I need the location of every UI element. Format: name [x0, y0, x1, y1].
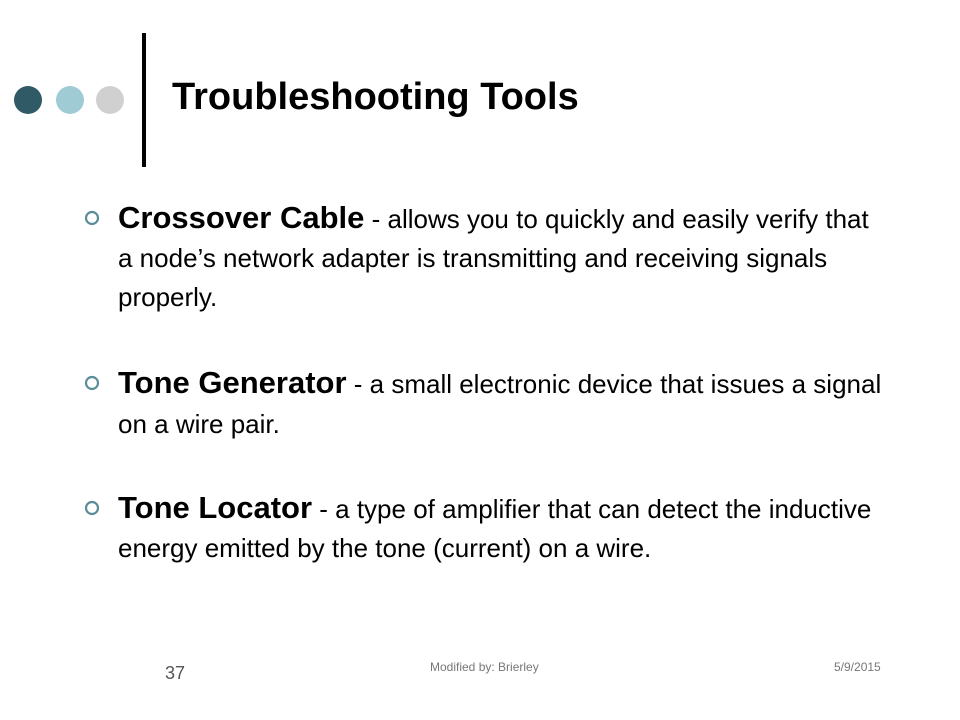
slide-number: 37 — [165, 663, 186, 683]
bullet-item — [84, 363, 884, 444]
bullet-text: - a type of amplifier that can detect the inductive energy emitted by the tone (current) on a wire. — [118, 494, 872, 563]
bullet-item — [84, 488, 884, 568]
decorative-dot-dark — [14, 86, 42, 114]
bullet-item — [84, 198, 884, 317]
bullet-circle-icon — [84, 375, 100, 391]
decorative-dot-gray — [96, 86, 124, 114]
decorative-dot-teal — [56, 86, 84, 114]
bullet-text: - allows you to quickly and easily verify that a node’s network adapter is transmitting and receiving signals properly. — [118, 204, 869, 312]
title-divider — [142, 33, 146, 167]
footer-author: Modified by: Brierley — [430, 660, 539, 674]
bullet-term: Crossover Cable — [118, 200, 365, 235]
bullet-circle-icon — [84, 210, 100, 226]
bullet-term: Tone Generator — [118, 365, 347, 400]
footer-date: 5/9/2015 — [834, 660, 881, 674]
slide-title: Troubleshooting Tools — [172, 76, 579, 118]
bullet-text: - a small electronic device that issues a signal on a wire pair. — [118, 369, 882, 439]
bullet-list — [84, 198, 884, 568]
bullet-circle-icon — [84, 500, 100, 516]
bullet-term: Tone Locator — [118, 490, 313, 525]
